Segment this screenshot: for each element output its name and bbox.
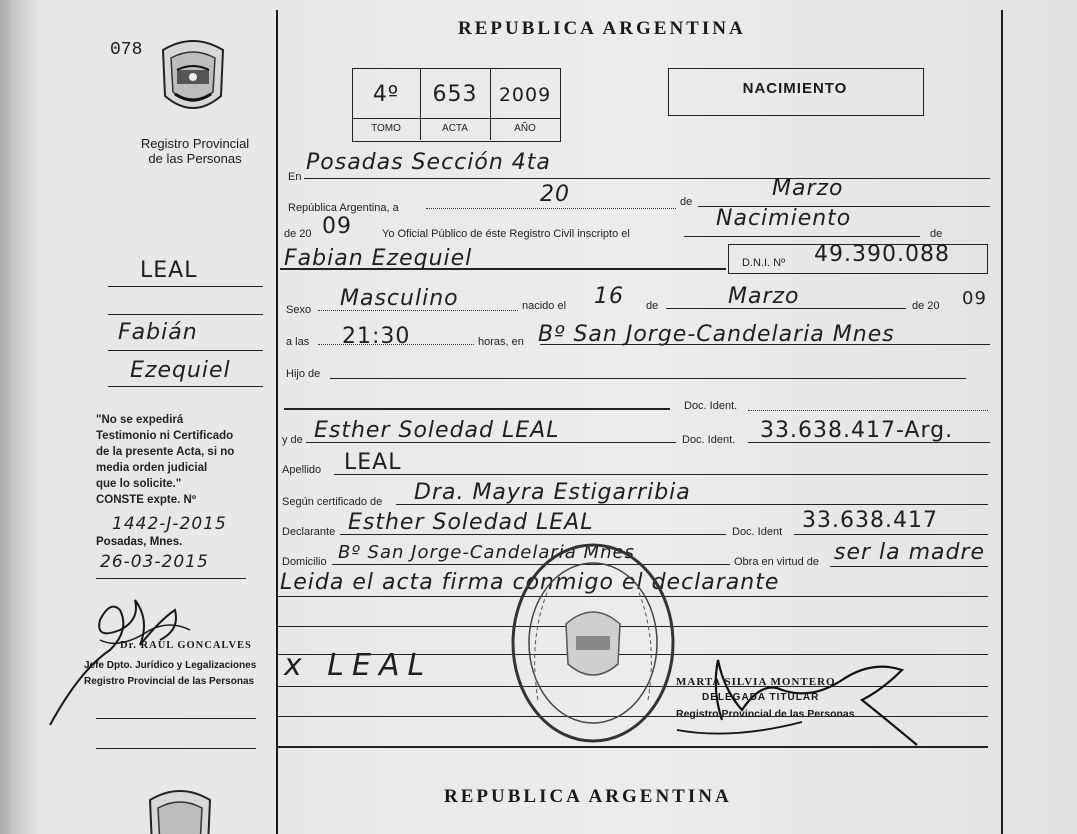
value-madre: Esther Soledad LEAL <box>314 418 560 443</box>
anio-label: AÑO <box>514 123 536 134</box>
label-apellido: Apellido <box>282 464 322 476</box>
expte-date: 26-03-2015 <box>100 552 209 572</box>
label-de-2: de <box>930 228 943 240</box>
note-line: "No se expedirá <box>96 414 184 426</box>
margin-line <box>108 386 263 387</box>
label-republica: República Argentina, a <box>288 202 399 214</box>
value-lugar: Posadas Sección 4ta <box>306 150 551 175</box>
field-line <box>540 344 990 345</box>
label-dni: D.N.I. Nº <box>742 257 786 269</box>
expte-number: 1442-J-2015 <box>112 514 227 534</box>
registry-round-seal-icon <box>508 540 678 746</box>
field-line <box>334 474 988 475</box>
tipo-acta: NACIMIENTO <box>742 80 848 97</box>
label-de-3: de <box>646 300 659 312</box>
acta-label: ACTA <box>442 123 468 134</box>
note-line: Testimonio ni Certificado <box>96 430 234 442</box>
label-y-de: y de <box>282 434 303 446</box>
value-nombre: Fabian Ezequiel <box>284 246 473 271</box>
divider-right-margin <box>1001 10 1003 834</box>
registry-line-2: de las Personas <box>148 151 242 166</box>
label-doc-ident-2: Doc. Ident. <box>682 434 736 446</box>
provincial-seal-icon-bottom <box>142 786 218 834</box>
value-dni: 49.390.088 <box>814 242 950 267</box>
value-nac-mes: Marzo <box>728 284 800 309</box>
value-inscripto: Nacimiento <box>716 206 852 231</box>
value-leida: Leida el acta firma conmigo el declarante <box>280 570 780 595</box>
margin-line <box>108 314 263 315</box>
value-obra: ser la madre <box>834 540 986 565</box>
field-line <box>306 442 676 443</box>
label-hijo-de: Hijo de <box>286 368 321 380</box>
margin-line <box>96 578 246 579</box>
margin-line <box>96 718 256 719</box>
label-sexo: Sexo <box>286 304 312 316</box>
field-line <box>284 408 670 410</box>
acta-box-divider <box>352 118 560 119</box>
value-nac-anio: 09 <box>962 288 987 309</box>
value-nac-dia: 16 <box>594 284 624 309</box>
declarant-signature: x LEAL <box>284 648 433 683</box>
label-de: de <box>680 196 693 208</box>
value-apellido: LEAL <box>344 450 402 475</box>
official-stamp-org: Registro Provincial de las Personas <box>676 708 855 720</box>
field-line <box>748 442 990 443</box>
label-domicilio: Domicilio <box>282 556 327 568</box>
divider-left-column <box>276 10 278 834</box>
field-line <box>330 378 966 379</box>
label-nacido: nacido el <box>522 300 567 312</box>
note-line: media orden judicial <box>96 462 208 474</box>
document-title: REPUBLICA ARGENTINA <box>458 18 746 39</box>
value-declarante-doc: 33.638.417 <box>802 508 938 533</box>
note-line: que lo solicite." <box>96 478 182 490</box>
margin-name-2: Ezequiel <box>130 358 231 383</box>
field-line <box>666 308 906 309</box>
value-sexo: Masculino <box>340 286 459 311</box>
margin-name-1: Fabián <box>118 320 198 345</box>
value-certificado: Dra. Mayra Estigarribia <box>414 480 691 505</box>
anio-value: 2009 <box>498 84 552 106</box>
field-line <box>748 410 988 411</box>
note-line: de la presente Acta, si no <box>96 446 235 458</box>
tomo-label: TOMO <box>371 123 401 134</box>
provincial-seal-icon <box>155 36 231 120</box>
official-signature-icon-right <box>672 650 932 750</box>
label-oficial: Yo Oficial Público de éste Registro Civil inscripto el <box>382 228 630 240</box>
field-line <box>340 534 726 535</box>
value-anio-corto: 09 <box>322 214 352 239</box>
field-line <box>426 208 676 209</box>
label-segun-certificado: Según certificado de <box>282 496 383 508</box>
value-lugar-nac: Bº San Jorge-Candelaria Mnes <box>538 322 895 347</box>
field-line <box>280 268 726 270</box>
official-name: Dr. RAUL GONCALVES <box>120 640 252 651</box>
field-line <box>318 310 518 311</box>
label-alas: a las <box>286 336 310 348</box>
field-line <box>396 504 988 505</box>
field-line <box>318 344 474 345</box>
label-horas: horas, en <box>478 336 524 348</box>
field-line <box>684 236 920 237</box>
official-stamp-role: DELEGADA TITULAR <box>702 692 820 703</box>
value-dia: 20 <box>540 182 570 207</box>
value-domicilio: Bº San Jorge-Candelaria Mnes <box>338 542 635 563</box>
field-line <box>794 534 988 535</box>
field-line <box>304 178 990 179</box>
registry-line-1: Registro Provincial <box>140 136 250 151</box>
margin-line <box>96 748 256 749</box>
label-doc-ident-3: Doc. Ident <box>732 526 783 538</box>
label-doc-ident: Doc. Ident. <box>684 400 738 412</box>
acta-value: 653 <box>432 82 478 107</box>
restriction-note <box>96 412 234 508</box>
document-title-bottom: REPUBLICA ARGENTINA <box>444 786 732 807</box>
margin-line <box>108 286 263 287</box>
margin-surname: LEAL <box>140 258 198 283</box>
expte-place: Posadas, Mnes. <box>96 536 183 548</box>
note-line: CONSTE expte. Nº <box>96 494 197 506</box>
value-declarante: Esther Soledad LEAL <box>348 510 594 535</box>
registry-name <box>120 136 270 166</box>
label-en: En <box>288 171 302 183</box>
value-hora: 21:30 <box>342 324 411 349</box>
value-mes: Marzo <box>772 176 844 201</box>
record-number: 078 <box>110 40 143 60</box>
official-registry: Registro Provincial de las Personas <box>84 676 255 687</box>
tomo-value: 4º <box>372 82 400 107</box>
label-de20: de 20 <box>284 228 312 240</box>
value-madre-doc: 33.638.417-Arg. <box>760 418 954 443</box>
label-declarante: Declarante <box>282 526 336 538</box>
margin-line <box>108 350 263 351</box>
label-de20-2: de 20 <box>912 300 940 312</box>
label-obra: Obra en virtud de <box>734 556 819 568</box>
field-line <box>830 566 988 567</box>
official-stamp-name: MARTA SILVIA MONTERO <box>676 676 836 688</box>
official-role: Jefe Dpto. Jurídico y Legalizaciones <box>84 660 257 671</box>
